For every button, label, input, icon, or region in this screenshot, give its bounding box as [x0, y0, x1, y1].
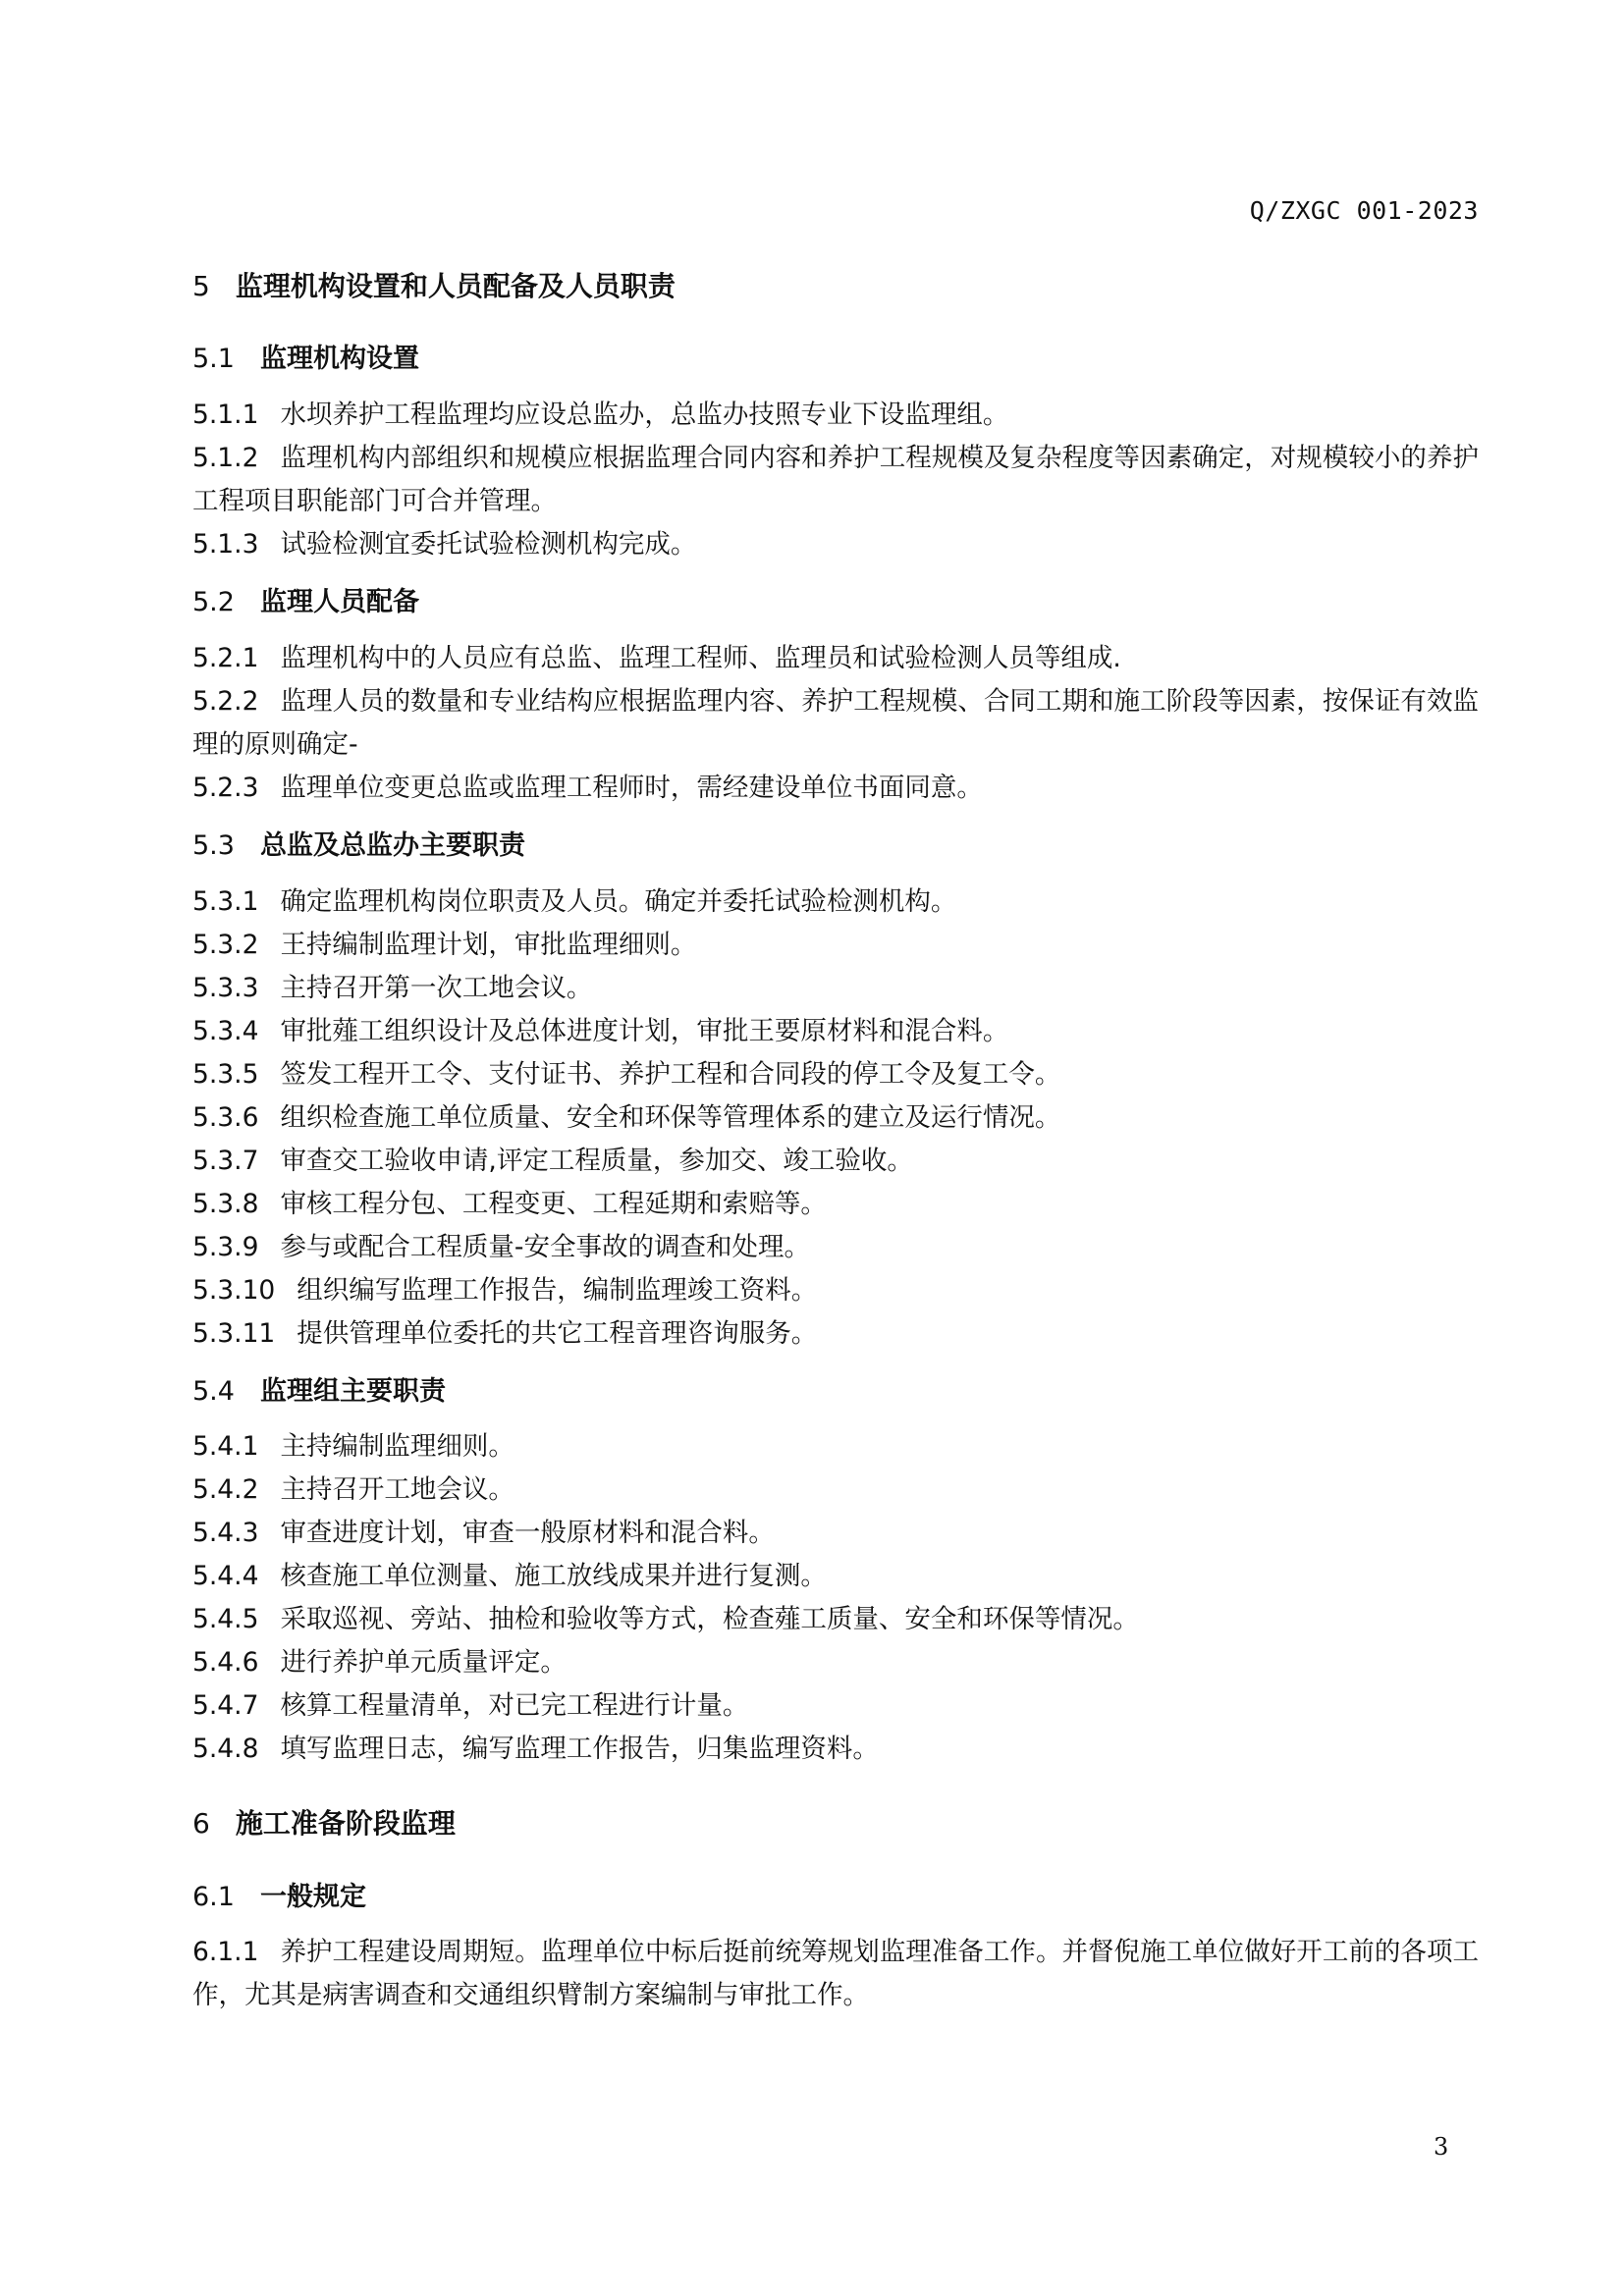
- clause-text: 审查交工验收申请,评定工程质量，参加交、竣工验收。: [280, 1145, 913, 1176]
- clause-paragraph: [192, 1140, 1479, 1183]
- clause-paragraph: [192, 1096, 1479, 1140]
- clause-text: 养护工程建设周期短。监理单位中标后挺前统筹规划监理准备工作。并督倪施工单位做好开工前的各项工作，尤其是病害调查和交通组织臂制方案编制与审批工作。: [192, 1937, 1479, 2011]
- clause-number: 5.4.1: [192, 1431, 259, 1463]
- clause-text: 核查施工单位测量、施工放线成果并进行复测。: [280, 1561, 827, 1592]
- clause-paragraph: [192, 1269, 1479, 1312]
- clause-text: 监理机构设置和人员配备及人员职责: [235, 270, 676, 302]
- clause-text: 施工准备阶段监理: [235, 1807, 456, 1841]
- clause-paragraph: [192, 437, 1479, 523]
- clause-text: 参与或配合工程质量-安全事故的调查和处理。: [280, 1231, 810, 1262]
- clause-number: 5.3.10: [192, 1274, 276, 1306]
- clause-paragraph: [192, 1010, 1479, 1053]
- clause-paragraph: [192, 1555, 1479, 1598]
- clause-number: 5.2.1: [192, 642, 259, 673]
- clause-number: 6: [192, 1807, 210, 1841]
- clause-number: 5.4.7: [192, 1690, 259, 1722]
- clause-number: 5: [192, 270, 210, 302]
- clause-text: 试验检测宜委托试验检测机构完成。: [280, 528, 697, 560]
- clause-paragraph: [192, 680, 1479, 767]
- clause-number: 5.2.2: [192, 685, 259, 717]
- clause-number: 5.3.1: [192, 885, 259, 917]
- clause-number: 5.4.5: [192, 1604, 259, 1635]
- clause-number: 5.2: [192, 586, 235, 617]
- clause-text: 审查进度计划，审查一般原材料和混合料。: [280, 1518, 775, 1549]
- clause-paragraph: [192, 1512, 1479, 1555]
- clause-paragraph: [192, 1425, 1479, 1468]
- clause-text: 主持召开工地会议。: [280, 1474, 514, 1506]
- clause-paragraph: [192, 1684, 1479, 1728]
- clause-text: 一般规定: [259, 1881, 366, 1912]
- clause-paragraph: [192, 767, 1479, 810]
- chapter-heading: [192, 267, 1479, 305]
- clause-text: 主持召开第一次工地会议。: [280, 972, 593, 1003]
- clause-paragraph: [192, 1183, 1479, 1226]
- clause-text: 监理组主要职责: [259, 1375, 446, 1407]
- clause-number: 5.4.6: [192, 1647, 259, 1679]
- clause-text: 核算工程量清单，对已完工程进行计量。: [280, 1690, 749, 1722]
- clause-paragraph: [192, 637, 1479, 680]
- clause-text: 签发工程开工令、支付证书、养护工程和合同段的停工令及复工令。: [280, 1058, 1061, 1090]
- section-heading: [192, 341, 1479, 378]
- clause-number: 5.3.5: [192, 1058, 259, 1090]
- clause-number: 5.4.8: [192, 1734, 259, 1765]
- clause-text: 采取巡视、旁站、抽检和验收等方式，检查薤工质量、安全和环保等情况。: [280, 1604, 1139, 1635]
- clause-number: 5.4.3: [192, 1518, 259, 1549]
- clause-number: 6.1.1: [192, 1937, 259, 1968]
- section-heading: [192, 584, 1479, 621]
- clause-number: 5.3.6: [192, 1101, 259, 1133]
- clause-paragraph: [192, 1728, 1479, 1771]
- clause-number: 5.4.4: [192, 1561, 259, 1592]
- clause-paragraph: [192, 1641, 1479, 1684]
- clause-number: 5.3: [192, 829, 235, 861]
- clause-number: 5.1.2: [192, 442, 259, 473]
- clause-paragraph: [192, 1312, 1479, 1356]
- clause-number: 5.3.2: [192, 929, 259, 960]
- clause-text: 监理人员配备: [259, 586, 419, 617]
- section-heading: [192, 828, 1479, 865]
- clause-number: 5.3.8: [192, 1188, 259, 1219]
- clause-paragraph: [192, 394, 1479, 437]
- clause-text: 王持编制监理计划，审批监理细则。: [280, 929, 697, 960]
- clause-text: 组织编写监理工作报告，编制监理竣工资料。: [297, 1274, 818, 1306]
- clause-number: 5.2.3: [192, 772, 259, 803]
- clause-text: 审批薤工组织设计及总体进度计划，审批王要原材料和混合料。: [280, 1015, 1009, 1046]
- document-body: [192, 257, 1479, 2017]
- clause-text: 监理单位变更总监或监理工程师时，需经建设单位书面同意。: [280, 772, 983, 803]
- clause-text: 监理机构内部组织和规模应根据监理合同内容和养护工程规模及复杂程度等因素确定，对规模较小的养护工程项目职能部门可合并管理。: [192, 442, 1479, 516]
- clause-text: 进行养护单元质量评定。: [280, 1647, 567, 1679]
- clause-paragraph: [192, 1598, 1479, 1641]
- clause-paragraph: [192, 1468, 1479, 1512]
- clause-paragraph: [192, 924, 1479, 967]
- section-heading: [192, 1879, 1479, 1916]
- clause-text: 总监及总监办主要职责: [259, 829, 525, 861]
- clause-number: 5.1: [192, 344, 235, 375]
- clause-number: 5.4: [192, 1375, 235, 1407]
- document-code: Q/ZXGC 001-2023: [1249, 196, 1479, 225]
- section-heading: [192, 1373, 1479, 1411]
- clause-paragraph: [192, 1053, 1479, 1096]
- clause-number: 6.1: [192, 1881, 235, 1912]
- clause-number: 5.3.9: [192, 1231, 259, 1262]
- clause-number: 5.4.2: [192, 1474, 259, 1506]
- clause-number: 5.3.3: [192, 972, 259, 1003]
- clause-text: 主持编制监理细则。: [280, 1431, 514, 1463]
- clause-number: 5.3.11: [192, 1317, 276, 1349]
- clause-text: 水坝养护工程监理均应设总监办，总监办技照专业下设监理组。: [280, 399, 1009, 430]
- clause-text: 审核工程分包、工程变更、工程延期和索赔等。: [280, 1188, 827, 1219]
- clause-text: 监理机构设置: [259, 344, 419, 375]
- clause-text: 确定监理机构岗位职责及人员。确定并委托试验检测机构。: [280, 885, 957, 917]
- chapter-heading: [192, 1804, 1479, 1842]
- clause-paragraph: [192, 1931, 1479, 2017]
- clause-paragraph: [192, 1226, 1479, 1269]
- clause-text: 提供管理单位委托的共它工程音理咨询服务。: [297, 1317, 818, 1349]
- clause-number: 5.1.3: [192, 528, 259, 560]
- clause-text: 监理机构中的人员应有总监、监理工程师、监理员和试验检测人员等组成.: [280, 642, 1121, 673]
- clause-number: 5.3.7: [192, 1145, 259, 1176]
- page-number: 3: [1434, 2133, 1449, 2161]
- clause-paragraph: [192, 523, 1479, 566]
- clause-text: 组织检查施工单位质量、安全和环保等管理体系的建立及运行情况。: [280, 1101, 1061, 1133]
- clause-text: 填写监理日志，编写监理工作报告，归集监理资料。: [280, 1734, 879, 1765]
- clause-text: 监理人员的数量和专业结构应根据监理内容、养护工程规模、合同工期和施工阶段等因素，按保证有效监理的原则确定-: [192, 685, 1479, 760]
- clause-paragraph: [192, 881, 1479, 924]
- section-gap: [192, 1771, 1479, 1794]
- clause-number: 5.1.1: [192, 399, 259, 430]
- clause-paragraph: [192, 967, 1479, 1010]
- clause-number: 5.3.4: [192, 1015, 259, 1046]
